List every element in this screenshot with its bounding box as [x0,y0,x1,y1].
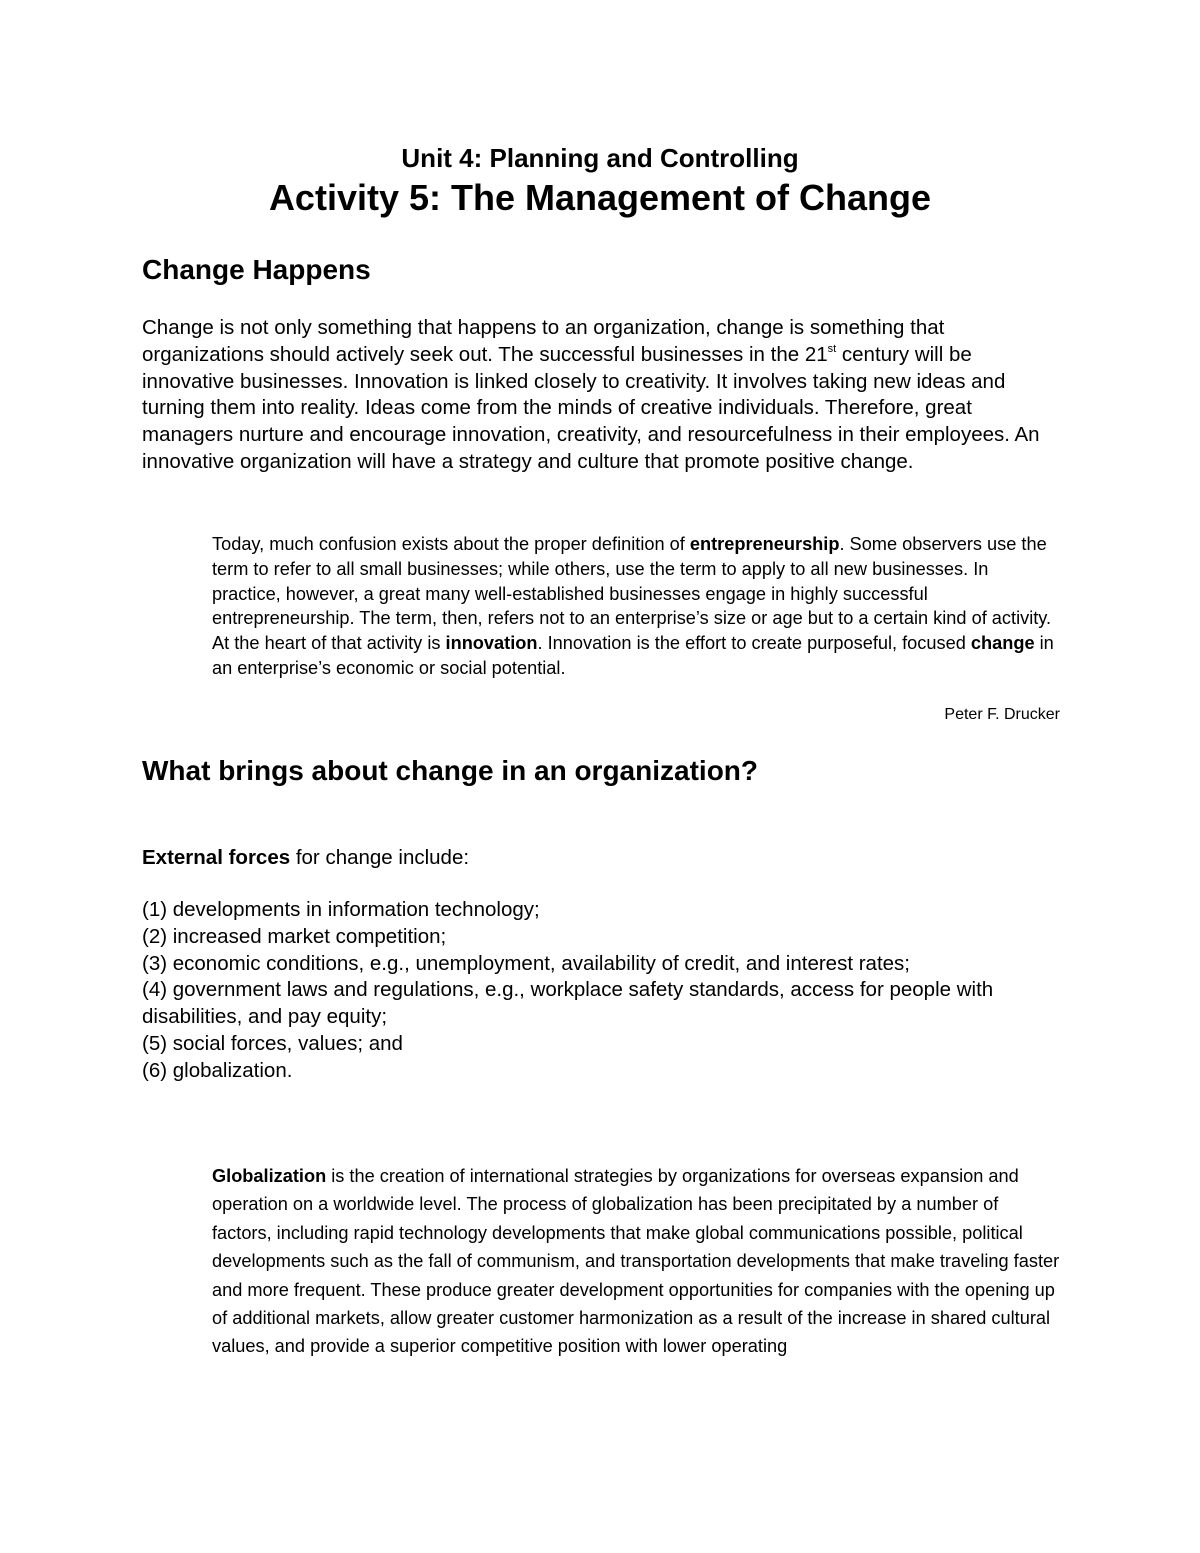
quote-text-3: . Innovation is the effort to create purposeful, focused [537,633,971,654]
globalization-text: is the creation of international strategies by organizations for overseas expansion and operation on a worldwide level. The process of globalization has been precipitated by a number of factors, including rapid technology developments that make global communications possible, political developments such as the fall of communism, and transportation developments that make traveling faster and more frequent. These produce greater development opportunities for companies with the opening up of additional markets, allow greater customer harmonization as a result of the increase in shared cultural values, and provide a superior competitive position with lower operating [212,1166,1060,1357]
external-forces-rest: for change include: [290,846,470,869]
intro-superscript: st [827,342,837,355]
quote-text-2: . Some observers use the term to refer to all small businesses; while others, use the term to apply to all new businesses. In practice, however, a great many well-established businesses engage in highly successful entrepreneurship. The term, then, refers not to an enterprise’s size or age but to a certain kind of activity. At the heart of that activity is [212,534,1052,654]
quote-bold-entrepreneurship: entrepreneurship [689,534,840,554]
unit-title: Unit 4: Planning and Controlling [401,143,799,173]
quote-attribution: Peter F. Drucker [944,706,1060,723]
globalization-bold: Globalization [212,1166,327,1186]
list-item: (2) increased market competition; [142,924,447,948]
external-forces-list [142,897,1062,1085]
intro-text-a: Change is not only something that happens to an organization, change is something that organizations should actively seek out. The successful businesses in the 21 [142,316,945,366]
quote-bold-change: change [970,633,1035,654]
globalization-paragraph [212,1162,1062,1361]
intro-text-b: century will be innovative businesses. Innovation is linked closely to creativity. It involves taking new ideas and turning them into reality. Ideas come from the minds of creative individuals. Therefore, great managers nurture and encourage innovation, creativity, and resourcefulness in their employees. An innovative organization will have a strategy and culture that promote positive change. [142,342,1040,473]
section-heading-change-happens: Change Happens [142,254,371,285]
external-forces-intro [142,845,469,871]
quote-text-4: in an enterprise’s economic or social potential. [212,633,1054,678]
list-item: (4) government laws and regulations, e.g., workplace safety standards, access for people with disabilities, and pay equity; [142,978,994,1029]
activity-title: Activity 5: The Management of Change [268,177,932,218]
list-item: (5) social forces, values; and [142,1031,403,1055]
section-heading-what-brings-change: What brings about change in an organization? [142,755,758,786]
quote-bold-innovation: innovation [445,633,538,654]
external-forces-bold: External forces [142,846,291,869]
intro-paragraph [142,315,1062,476]
quote-text-1: Today, much confusion exists about the proper definition of [212,534,690,554]
list-item: (1) developments in information technology; [142,898,540,921]
drucker-quote [212,532,1062,681]
list-item: (3) economic conditions, e.g., unemployment, availability of credit, and interest rates; [142,951,910,975]
list-item: (6) globalization. [142,1058,293,1082]
